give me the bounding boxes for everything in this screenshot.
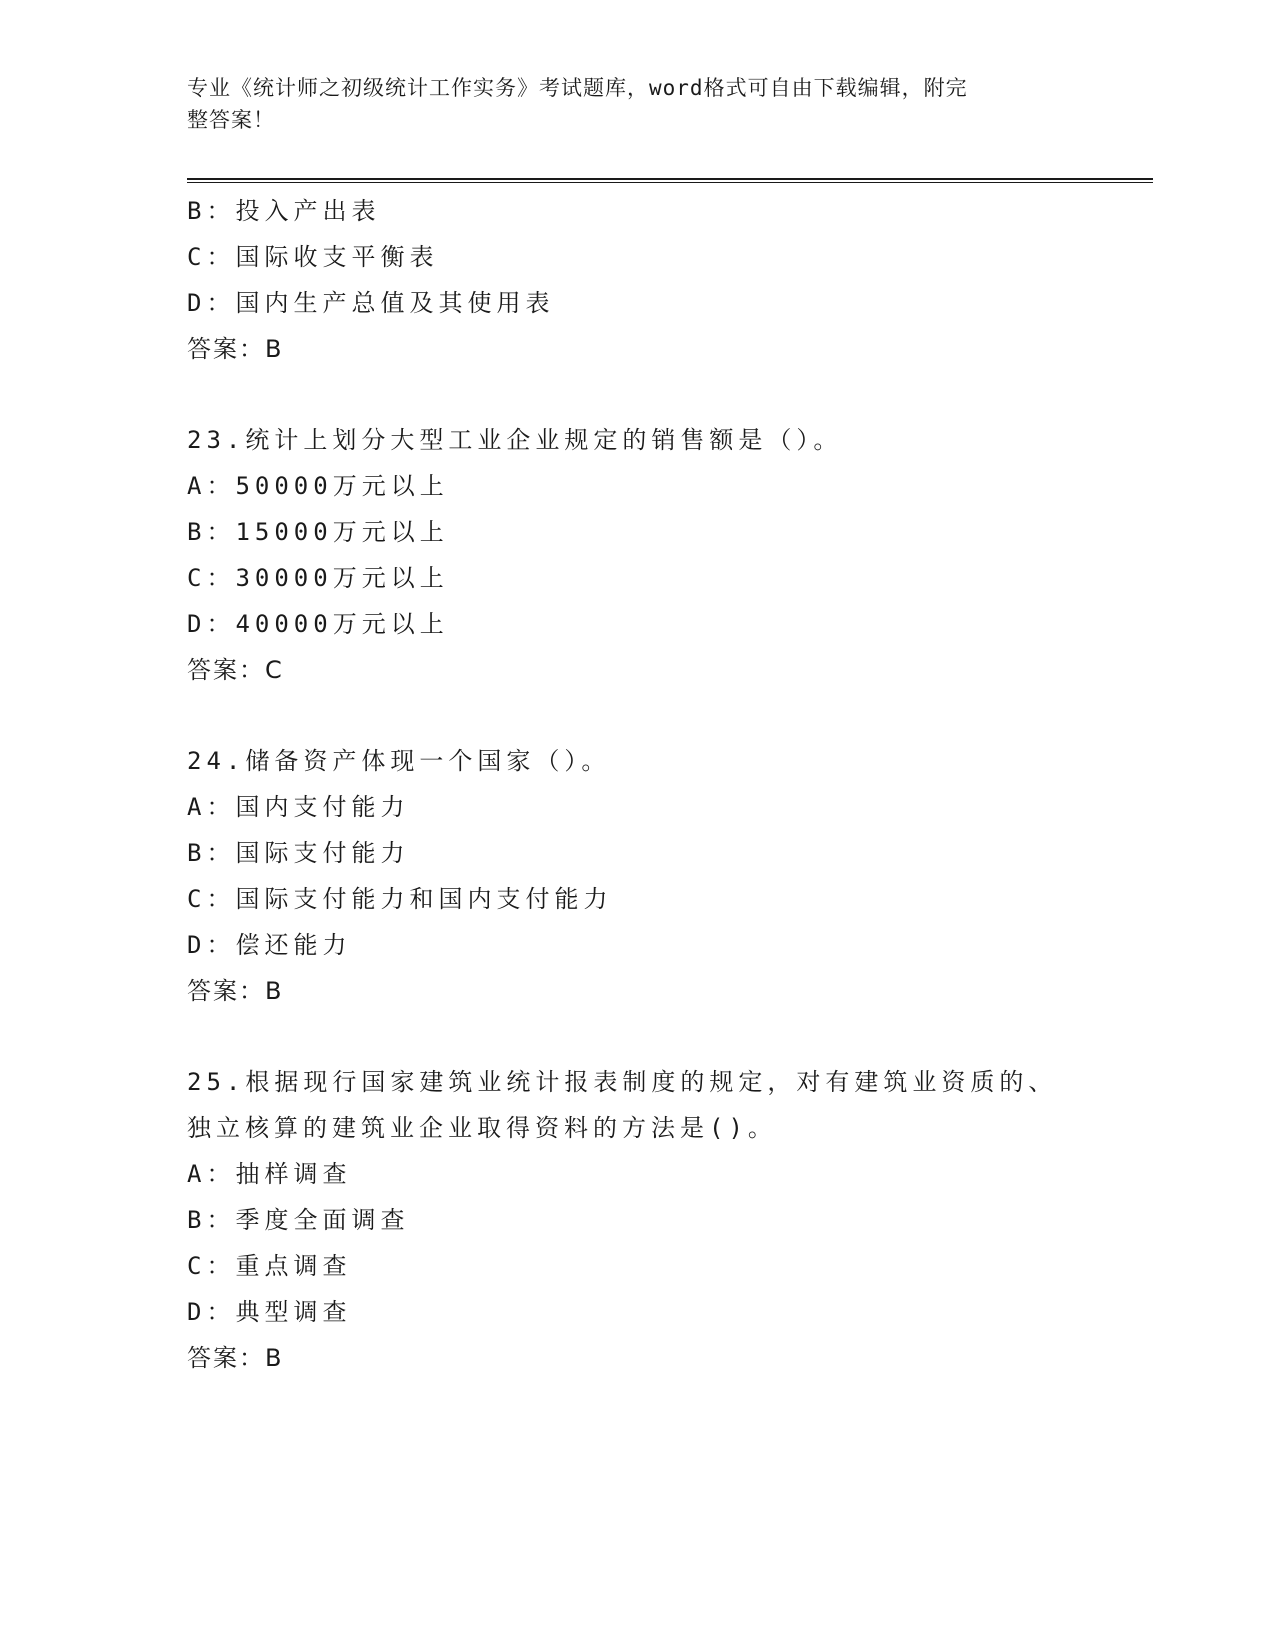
- option-c: C：国际收支平衡表: [187, 243, 439, 271]
- answer-line: 答案：C: [187, 656, 284, 684]
- option-d: D：国内生产总值及其使用表: [187, 289, 555, 317]
- question-23: [187, 417, 1087, 693]
- question-24: [187, 738, 1087, 1014]
- header-line-1: 专业《统计师之初级统计工作实务》考试题库，word格式可自由下载编辑，附完: [187, 76, 968, 100]
- option-d: D：典型调查: [187, 1298, 352, 1326]
- question-text: 23.统计上划分大型工业企业规定的销售额是（）。: [187, 426, 843, 454]
- option-a: A：50000万元以上: [187, 472, 449, 500]
- prev-question-block: [187, 188, 1087, 372]
- question-text: 25.根据现行国家建筑业统计报表制度的规定，对有建筑业资质的、独立核算的建筑业企业取得资料的方法是()。: [187, 1068, 1058, 1142]
- option-c: C：30000万元以上: [187, 564, 449, 592]
- option-d: D：偿还能力: [187, 931, 352, 959]
- option-b: B：15000万元以上: [187, 518, 449, 546]
- option-c: C：重点调查: [187, 1252, 352, 1280]
- document-header: [187, 72, 1067, 136]
- header-divider: [187, 178, 1153, 183]
- question-25: [187, 1059, 1087, 1381]
- option-b: B：季度全面调查: [187, 1206, 410, 1234]
- question-list: [187, 188, 1087, 1381]
- option-b: B：国际支付能力: [187, 839, 410, 867]
- header-line-2: 整答案！: [187, 108, 275, 132]
- answer-line: 答案：B: [187, 1344, 284, 1372]
- option-a: A：国内支付能力: [187, 793, 410, 821]
- answer-line: 答案：B: [187, 977, 284, 1005]
- answer-line: 答案：B: [187, 335, 284, 363]
- question-text: 24.储备资产体现一个国家（）。: [187, 747, 611, 775]
- option-b: B：投入产出表: [187, 197, 381, 225]
- option-c: C：国际支付能力和国内支付能力: [187, 885, 613, 913]
- option-d: D：40000万元以上: [187, 610, 449, 638]
- option-a: A：抽样调查: [187, 1160, 352, 1188]
